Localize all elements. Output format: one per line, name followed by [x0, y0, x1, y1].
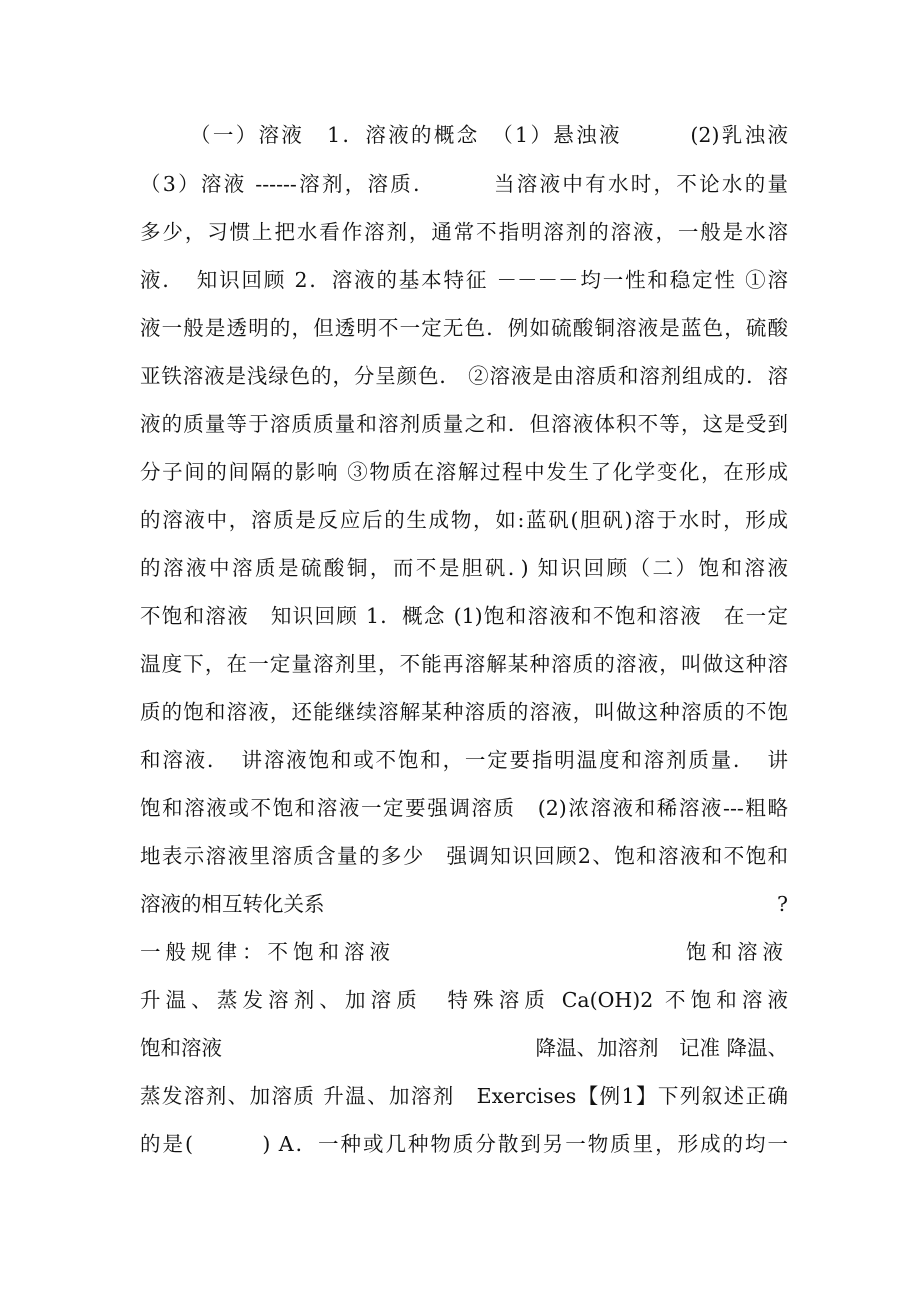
saturated-solution-label: 饱和溶液 — [686, 940, 788, 964]
text-line-1: （一）溶液 1．溶液的概念 （1）悬浊液 (2)乳浊液 — [190, 123, 788, 147]
text-line-7: 液的质量等于溶质质量和溶剂质量之和．但溶液体积不等，这是受到 — [140, 412, 788, 436]
text-line-17 — [140, 884, 788, 924]
text-line-15: 饱和溶液或不饱和溶液一定要强调溶质 (2)浓溶液和稀溶液---粗略 — [140, 796, 788, 820]
text-line-14: 和溶液． 讲溶液饱和或不饱和，一定要指明温度和溶剂质量． 讲 — [140, 748, 788, 772]
text-line-11: 不饱和溶液 知识回顾 1．概念 (1)饱和溶液和不饱和溶液 在一定 — [140, 604, 788, 628]
general-rule-label: 一般规律：不饱和溶液 — [140, 940, 395, 964]
text-line-9: 的溶液中，溶质是反应后的生成物，如:蓝矾(胆矾)溶于水时，形成 — [140, 508, 788, 532]
conversion-heading: 溶液的相互转化关系 — [140, 892, 325, 916]
text-line-3: 多少，习惯上把水看作溶剂，通常不指明溶剂的溶液，一般是水溶 — [140, 220, 788, 244]
unknown-glyph: ? — [777, 892, 788, 916]
text-line-12: 温度下，在一定量溶剂里，不能再溶解某种溶质的溶液，叫做这种溶 — [140, 652, 788, 676]
text-line-4: 液． 知识回顾 2．溶液的基本特征 －－－－均一性和稳定性 ①溶 — [140, 268, 788, 292]
text-line-22: 的是( ) A．一种或几种物质分散到另一物质里，形成的均一 — [140, 1132, 788, 1156]
text-line-5: 液一般是透明的，但透明不一定无色．例如硫酸铜溶液是蓝色，硫酸 — [140, 316, 788, 340]
text-line-18 — [140, 932, 788, 972]
saturated-solution-label-2: 饱和溶液 — [140, 1036, 222, 1060]
cooling-note: 降温、加溶剂 记准 降温、 — [535, 1036, 788, 1060]
text-line-8: 分子间的间隔的影响 ③物质在溶解过程中发生了化学变化，在形成 — [140, 460, 788, 484]
text-line-19: 升温、蒸发溶剂、加溶质 特殊溶质 Ca(OH)2 不饱和溶液 — [140, 988, 788, 1012]
text-line-21: 蒸发溶剂、加溶质 升温、加溶剂 Exercises【例1】下列叙述正确 — [140, 1084, 788, 1108]
text-line-6: 亚铁溶液是浅绿色的，分呈颜色． ②溶液是由溶质和溶剂组成的．溶 — [140, 364, 788, 388]
text-line-20 — [140, 1028, 788, 1068]
text-line-13: 质的饱和溶液，还能继续溶解某种溶质的溶液，叫做这种溶质的不饱 — [140, 700, 788, 724]
text-line-2: （3）溶液 ------溶剂，溶质． 当溶液中有水时，不论水的量 — [140, 172, 788, 196]
text-line-10: 的溶液中溶质是硫酸铜，而不是胆矾．) 知识回顾（二）饱和溶液 — [140, 556, 788, 580]
text-line-16: 地表示溶液里溶质含量的多少 强调知识回顾2、饱和溶液和不饱和 — [140, 844, 788, 868]
